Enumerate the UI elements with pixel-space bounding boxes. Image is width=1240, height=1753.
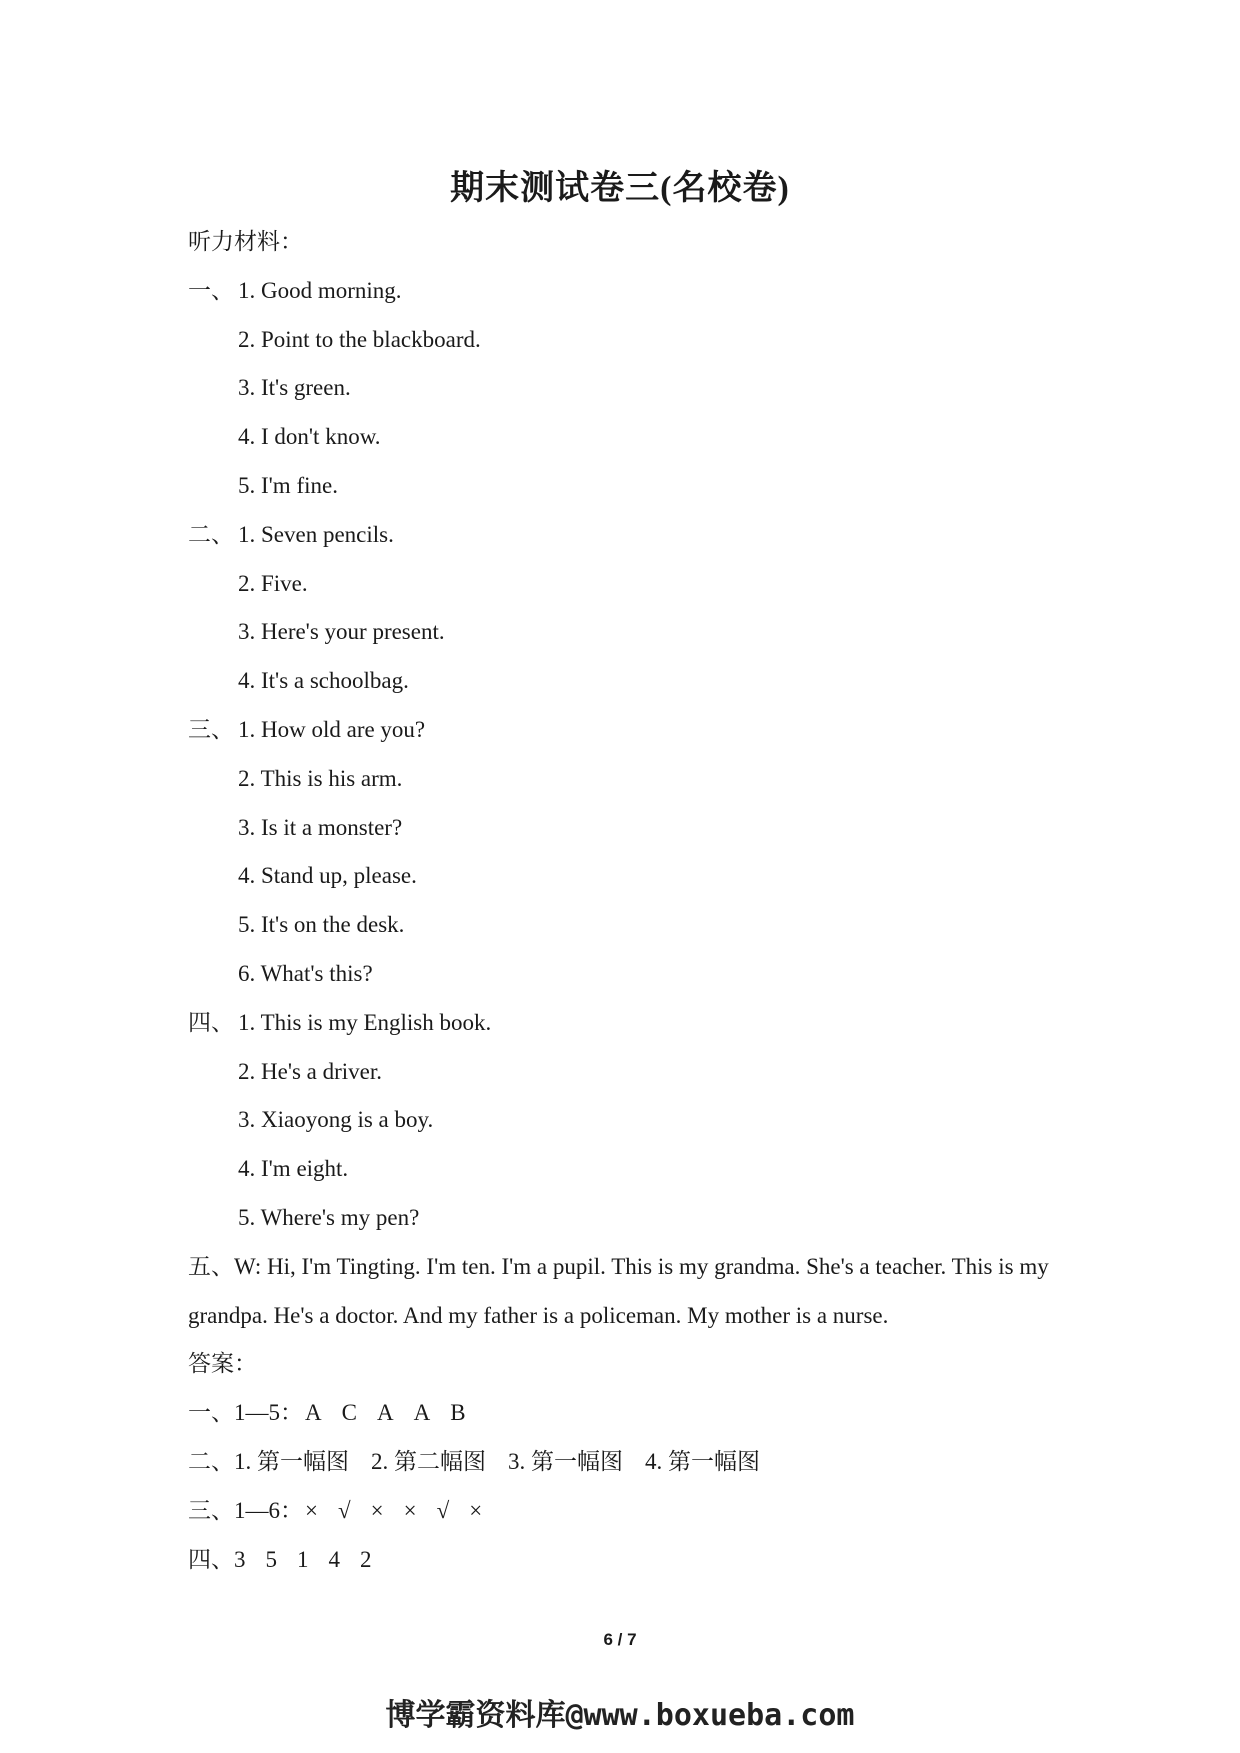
- answer-token: 4: [328, 1546, 340, 1572]
- list-item: 2. He's a driver.: [238, 1058, 383, 1084]
- answer-token: 1: [297, 1546, 309, 1572]
- list-item: 4. It's a schoolbag.: [238, 668, 409, 694]
- answer-range-label: 1—5：: [234, 1400, 303, 1426]
- content-body: [188, 218, 1068, 1584]
- list-item: 2. This is his arm.: [238, 765, 403, 791]
- list-item: 3. Here's your present.: [238, 619, 445, 645]
- answer-item: 4. 第一幅图: [645, 1448, 760, 1474]
- list-item: 4. Stand up, please.: [238, 863, 417, 889]
- section-2-line-1: [188, 511, 1068, 560]
- answer-token: ×: [403, 1497, 417, 1523]
- listening-heading: 听力材料：: [188, 229, 303, 254]
- answer-token: 5: [265, 1546, 277, 1572]
- section-5-paragraph: [188, 1243, 1068, 1341]
- answer-range-label: 1—6：: [234, 1497, 303, 1523]
- list-item: 6. What's this?: [238, 960, 373, 986]
- answer-token: ×: [469, 1497, 483, 1523]
- list-item: 3. Is it a monster?: [238, 814, 403, 840]
- section-marker: 三、: [188, 716, 234, 742]
- list-item: 1. Seven pencils.: [238, 521, 394, 547]
- list-item: 2. Five.: [238, 570, 308, 596]
- list-item: 1. This is my English book.: [238, 1009, 492, 1035]
- answer-row-1: [188, 1389, 1068, 1438]
- list-item: 3. Xiaoyong is a boy.: [238, 1107, 434, 1133]
- answer-row-3: [188, 1487, 1068, 1536]
- section-marker: 四、: [188, 1546, 234, 1572]
- list-item: 3. It's green.: [238, 375, 351, 401]
- list-item: 5. I'm fine.: [238, 472, 338, 498]
- answer-token: 2: [360, 1546, 372, 1572]
- section-marker: 一、: [188, 1400, 234, 1426]
- answer-token: ×: [305, 1497, 318, 1523]
- answer-item: 1. 第一幅图: [234, 1448, 349, 1474]
- section-1-line-1: [188, 267, 1068, 316]
- list-item: 2. Point to the blackboard.: [238, 326, 481, 352]
- section-marker: 二、: [188, 521, 234, 547]
- answer-token: A: [376, 1400, 394, 1426]
- list-item: 1. Good morning.: [238, 277, 402, 303]
- answer-row-4: [188, 1536, 1068, 1585]
- list-item: 1. How old are you?: [238, 716, 426, 742]
- answer-token: A: [413, 1400, 431, 1426]
- section-marker: 三、: [188, 1497, 234, 1523]
- list-item: 5. Where's my pen?: [238, 1204, 420, 1230]
- answer-token: ×: [370, 1497, 384, 1523]
- section-5-text: W: Hi, I'm Tingting. I'm ten. I'm a pupil. This is my grandma. She's a teacher. This is my grandpa. He's a doctor. And my father is a policeman. My mother is a nurse.: [188, 1253, 1049, 1328]
- answer-token: √: [436, 1497, 450, 1523]
- list-item: 5. It's on the desk.: [238, 912, 405, 938]
- answers-heading: 答案：: [188, 1351, 257, 1377]
- answer-token: √: [337, 1497, 351, 1523]
- answer-item: 3. 第一幅图: [508, 1448, 623, 1474]
- list-item: 4. I don't know.: [238, 424, 381, 450]
- section-3-line-1: [188, 706, 1068, 755]
- answer-item: 2. 第二幅图: [371, 1448, 486, 1474]
- section-marker: 五、: [188, 1253, 234, 1279]
- answer-row-2: [188, 1438, 1068, 1487]
- section-4-line-1: [188, 999, 1068, 1048]
- section-marker: 二、: [188, 1448, 234, 1474]
- section-marker: 四、: [188, 1009, 234, 1035]
- answer-token: 3: [234, 1546, 246, 1572]
- page-number: 6 / 7: [603, 1630, 637, 1649]
- list-item: 4. I'm eight.: [238, 1156, 349, 1182]
- page-title: 期末测试卷三(名校卷): [450, 170, 790, 207]
- answer-token: B: [450, 1400, 466, 1426]
- watermark: 博学霸资料库@www.boxueba.com: [385, 1698, 855, 1733]
- answer-token: A: [305, 1400, 322, 1426]
- section-marker: 一、: [188, 277, 234, 303]
- answer-token: C: [341, 1400, 357, 1426]
